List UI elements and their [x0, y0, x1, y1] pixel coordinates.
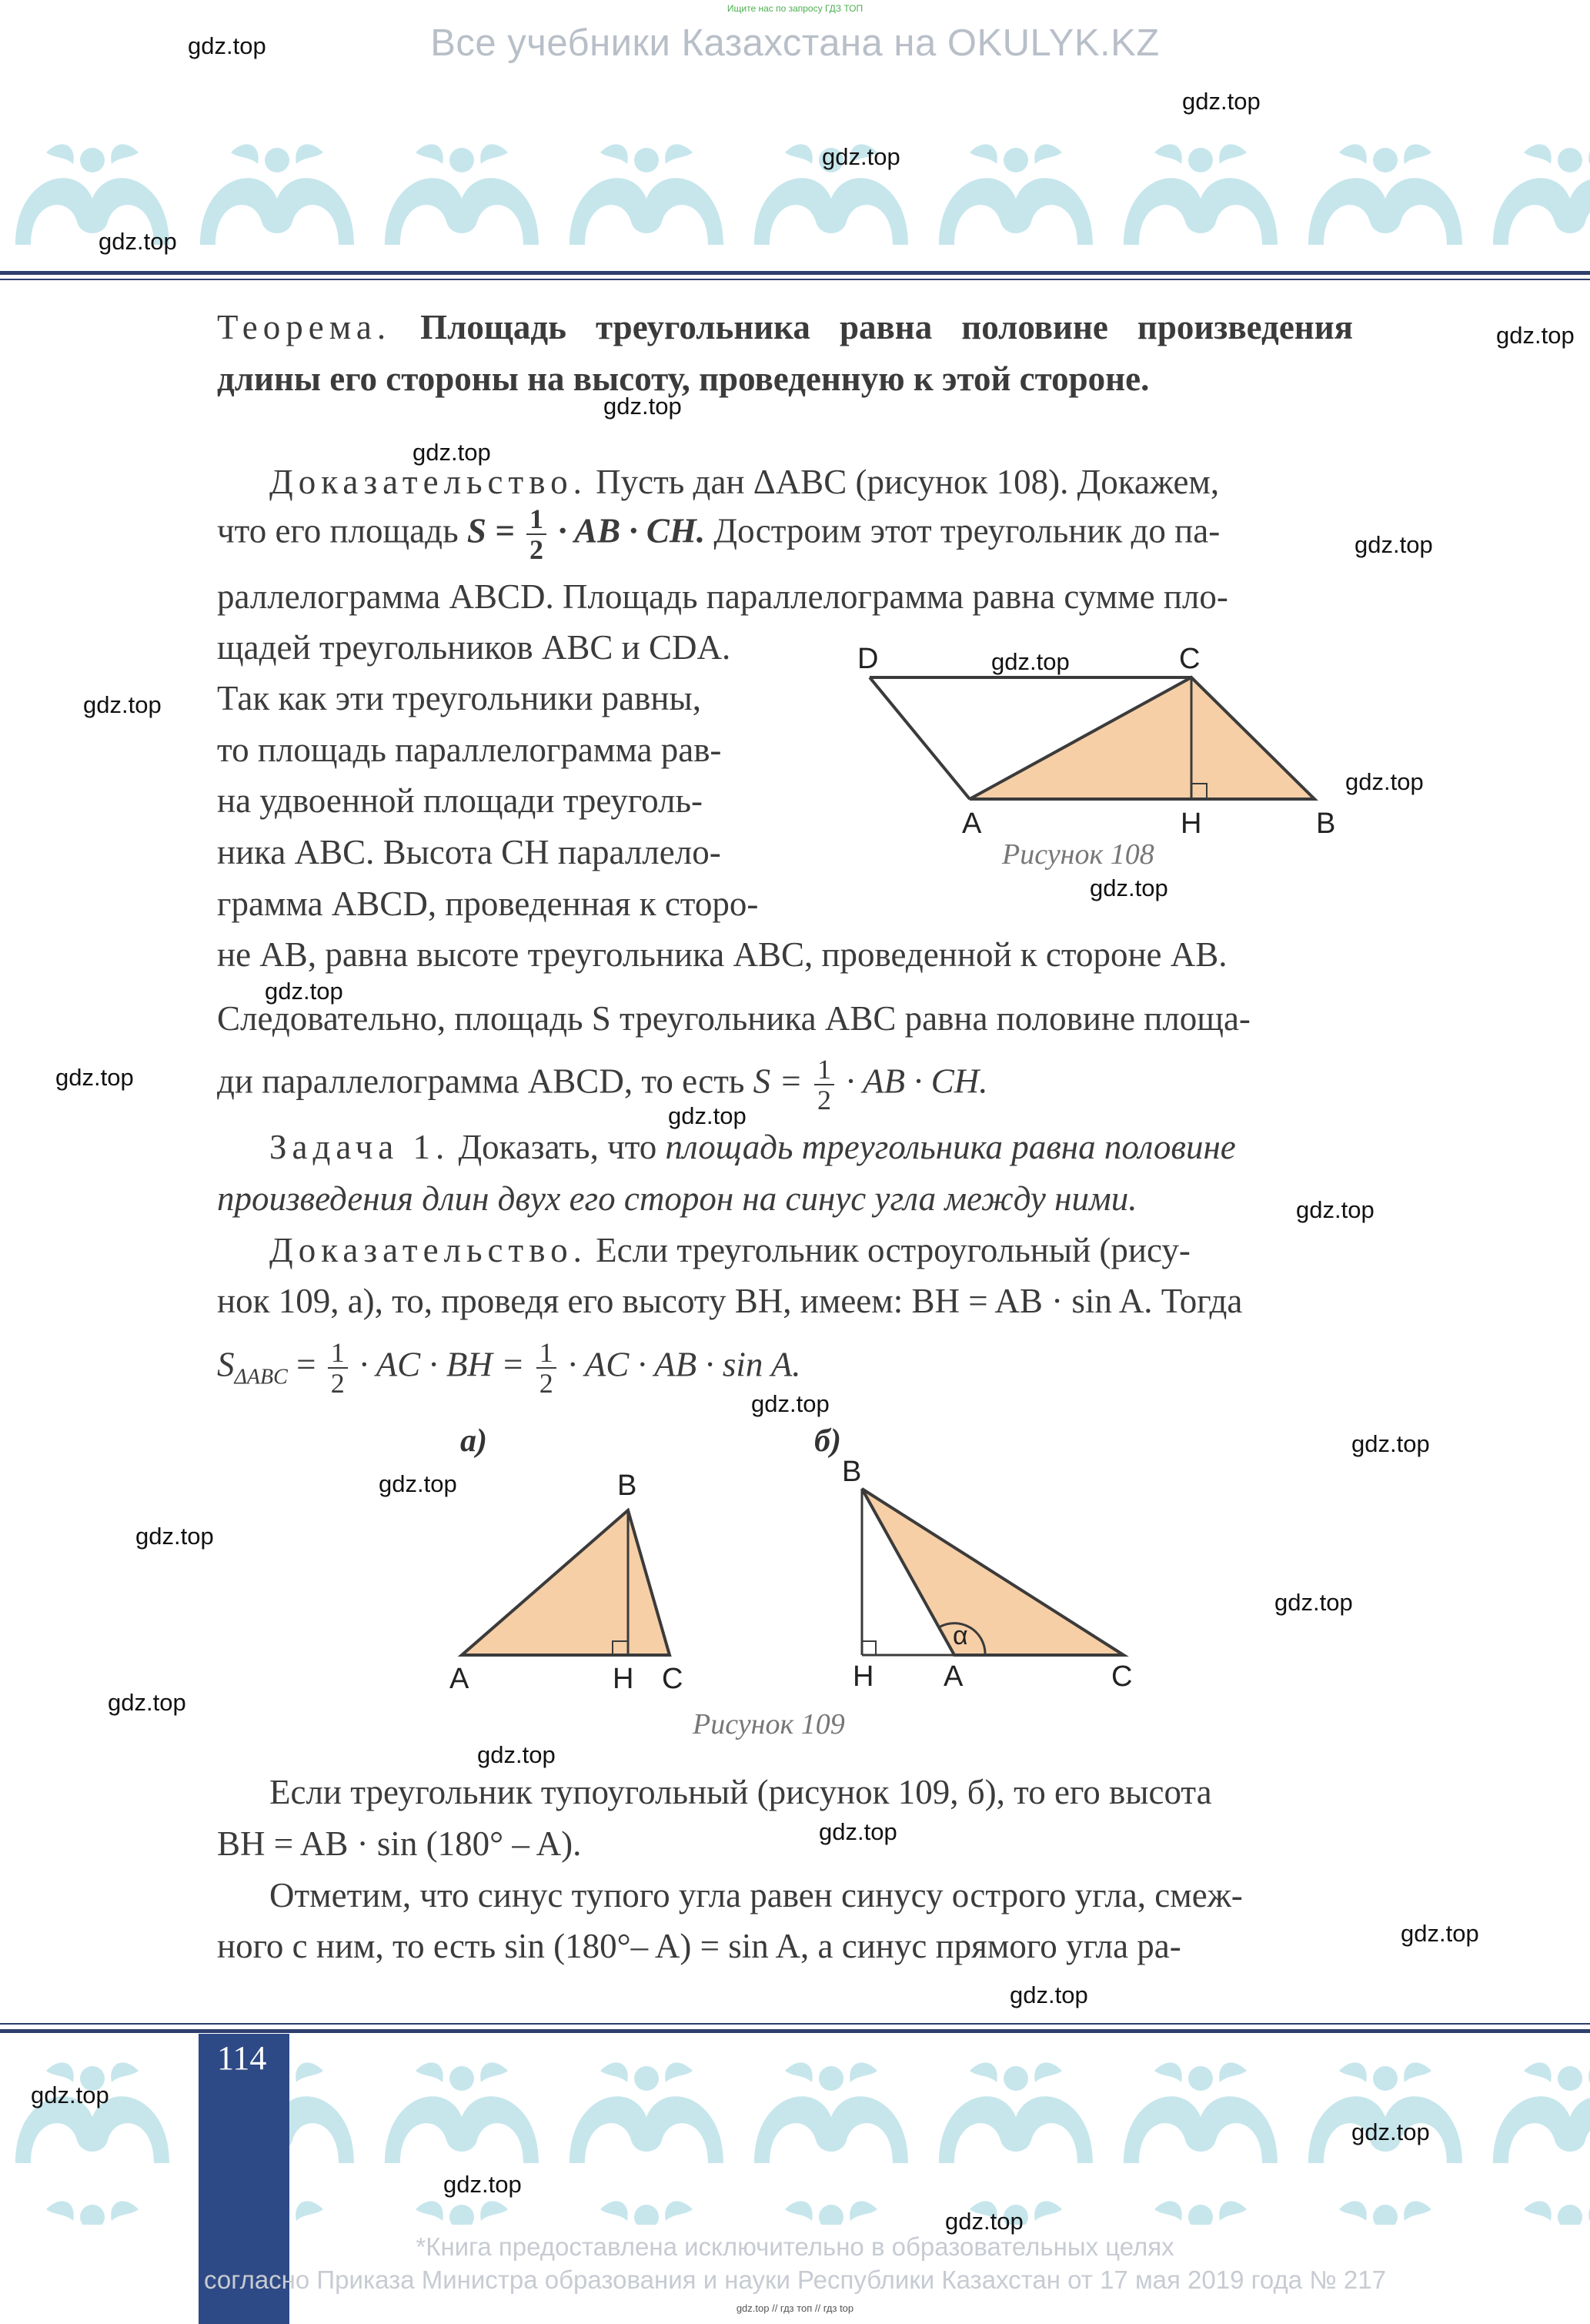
- formula-lhs: S =: [466, 511, 515, 550]
- watermark: gdz.top: [1296, 1196, 1375, 1223]
- task1-line1: [217, 1122, 1353, 1173]
- proof2-line1: [217, 1225, 1353, 1276]
- fraction-half: [526, 504, 546, 564]
- proof1-line1: [217, 456, 1353, 508]
- watermark: gdz.top: [1401, 1920, 1479, 1947]
- label-c-b: C: [1111, 1660, 1133, 1693]
- para4-line2: ного с ним, то есть sin (180°– A) = sin A, а синус прямого угла ра-: [217, 1927, 1181, 1965]
- right-angle-mark-b: [862, 1641, 876, 1655]
- figure-109a: [439, 1463, 700, 1701]
- proof1-line7: на удвоенной площади треуголь-: [217, 781, 703, 820]
- para3-line2: BH = AB · sin (180° – A).: [217, 1824, 582, 1863]
- fraction2-half: [814, 1055, 834, 1115]
- caption-108: Рисунок 108: [1002, 838, 1154, 871]
- theorem-text: Площадь треугольника равна половине произведения длины его стороны на высоту, проведенную к этой стороне.: [217, 308, 1353, 398]
- watermark: gdz.top: [83, 691, 162, 718]
- theorem-paragraph: [217, 302, 1353, 405]
- label-b-a: B: [617, 1470, 637, 1502]
- bottom-rule-thick: [0, 2029, 1590, 2033]
- proof1-label: Доказательство.: [269, 463, 587, 501]
- label-h-b: H: [853, 1660, 874, 1693]
- para3-line1: [217, 1767, 1353, 1818]
- label-b-b: B: [842, 1456, 862, 1488]
- proof1-l1: Пусть дан ΔABC (рисунок 108). Докажем,: [596, 463, 1220, 501]
- site-banner[interactable]: Все учебники Казахстана на OKULYK.KZ: [430, 22, 1160, 64]
- label-b: B: [1316, 808, 1336, 840]
- top-note: Ищите нас по запросу ГДЗ ТОП: [727, 3, 863, 14]
- label-h: H: [1181, 808, 1202, 840]
- triangle-abc: [970, 677, 1314, 799]
- label-a-b: A: [944, 1660, 964, 1693]
- watermark: gdz.top: [135, 1523, 214, 1550]
- label-fig-b: б): [814, 1423, 841, 1459]
- frac4-num: 1: [536, 1338, 556, 1369]
- label-fig-a: а): [460, 1423, 487, 1459]
- proof1-line12: [217, 1055, 1353, 1115]
- formula3-mid: · AC · BH =: [359, 1345, 525, 1384]
- triangle-109a: [462, 1510, 670, 1655]
- watermark: gdz.top: [108, 1689, 186, 1716]
- formula3-rhs: · AC · AB · sin A.: [568, 1345, 801, 1384]
- label-a: A: [962, 808, 982, 840]
- footer-note-3: gdz.top // гдз топ // гдз top: [736, 2302, 854, 2314]
- watermark: gdz.top: [1345, 768, 1424, 795]
- page-number: 114: [217, 2039, 267, 2077]
- label-h-a: H: [613, 1663, 634, 1695]
- para4-line1: [217, 1870, 1353, 1921]
- watermark: gdz.top: [379, 1470, 457, 1497]
- proof1-line4: щадей треугольников ABC и CDA.: [217, 628, 731, 667]
- frac-den: 2: [529, 534, 544, 565]
- figure-108: [847, 631, 1370, 862]
- theorem-label: Теорема.: [217, 308, 392, 346]
- formula2-lhs: S =: [753, 1062, 803, 1101]
- watermark: gdz.top: [99, 228, 177, 255]
- task1-line2: произведения длин двух его сторон на синус угла между ними.: [217, 1179, 1137, 1218]
- watermark: gdz.top: [1351, 1430, 1430, 1457]
- watermark: gdz.top: [822, 143, 900, 170]
- watermark: gdz.top: [1496, 322, 1575, 349]
- footer-note-1: *Книга предоставлена исключительно в образовательных целях: [416, 2232, 1174, 2261]
- figure-109b: [831, 1455, 1139, 1701]
- watermark: gdz.top: [1274, 1589, 1353, 1616]
- triangle-109b: [862, 1489, 1124, 1655]
- proof1-l2b: Достроим этот треугольник до па-: [713, 511, 1221, 550]
- s-symbol: S: [217, 1345, 235, 1384]
- proof1-line6: то площадь параллелограмма рав-: [217, 731, 722, 769]
- watermark: gdz.top: [413, 439, 491, 466]
- frac2-den: 2: [817, 1085, 832, 1115]
- caption-109: Рисунок 109: [693, 1708, 845, 1740]
- top-rule-thin: [0, 279, 1590, 280]
- fraction4-half: [536, 1338, 556, 1398]
- watermark: gdz.top: [1182, 88, 1261, 115]
- watermark: gdz.top: [1010, 1981, 1088, 2008]
- proof2-l1: Если треугольник остроугольный (рису-: [596, 1231, 1191, 1269]
- watermark: gdz.top: [1351, 2118, 1430, 2145]
- proof1-line3: раллелограмма ABCD. Площадь параллелограмма равна сумме пло-: [217, 577, 1228, 616]
- watermark: gdz.top: [668, 1102, 747, 1129]
- label-a-a: A: [449, 1663, 469, 1695]
- label-d: D: [857, 643, 879, 675]
- watermark: gdz.top: [1090, 874, 1168, 901]
- s-subscript: ΔABC: [234, 1365, 288, 1389]
- watermark: gdz.top: [819, 1818, 897, 1845]
- watermark: gdz.top: [55, 1064, 134, 1091]
- proof1-line10: не AB, равна высоте треугольника ABC, проведенной к стороне AB.: [217, 935, 1228, 974]
- proof1-line2: [217, 504, 1353, 564]
- watermark: gdz.top: [603, 393, 682, 420]
- task1-l1b: площадь треугольника равна половине: [665, 1128, 1236, 1166]
- watermark: gdz.top: [477, 1741, 556, 1768]
- frac-num: 1: [526, 504, 546, 535]
- equals-sign: =: [296, 1345, 316, 1384]
- task1-label: Задача 1.: [269, 1128, 450, 1166]
- proof1-l2a: что его площадь: [217, 511, 459, 550]
- formula-rhs: · AB · CH.: [558, 511, 706, 550]
- frac3-den: 2: [330, 1368, 345, 1399]
- label-c-a: C: [662, 1663, 683, 1695]
- top-rule-thick: [0, 271, 1590, 275]
- frac3-num: 1: [328, 1338, 348, 1369]
- para3-l1: Если треугольник тупоугольный (рисунок 109, б), то его высота: [269, 1773, 1212, 1811]
- frac2-num: 1: [814, 1055, 834, 1085]
- task1-l1a: Доказать, что: [458, 1128, 657, 1166]
- watermark: gdz.top: [945, 2208, 1024, 2235]
- para4-l1: Отметим, что синус тупого угла равен синусу острого угла, смеж-: [269, 1876, 1243, 1914]
- label-alpha: α: [953, 1621, 968, 1650]
- watermark: gdz.top: [443, 2171, 522, 2198]
- label-c: C: [1179, 643, 1201, 675]
- watermark: gdz.top: [31, 2082, 109, 2108]
- frac4-den: 2: [539, 1368, 553, 1399]
- parallelogram-side-ad: [870, 677, 970, 799]
- proof1-line11: Следовательно, площадь S треугольника ABC равна половине площа-: [217, 999, 1251, 1038]
- fraction3-half: [328, 1338, 348, 1398]
- watermark: gdz.top: [991, 648, 1070, 675]
- watermark: gdz.top: [188, 32, 266, 59]
- proof1-line5: Так как эти треугольники равны,: [217, 679, 701, 717]
- proof1-l12a: ди параллелограмма ABCD, то есть: [217, 1062, 745, 1101]
- watermark: gdz.top: [1355, 531, 1433, 558]
- top-ornament-band: [0, 129, 1590, 268]
- proof2-line2: нок 109, а), то, проведя его высоту BH, имеем: BH = AB · sin A. Тогда: [217, 1282, 1243, 1320]
- watermark: gdz.top: [265, 978, 343, 1005]
- footer-note-2: согласно Приказа Министра образования и науки Республики Казахстан от 17 мая 2019 года № 217: [204, 2265, 1386, 2294]
- bottom-rule-thin: [0, 2023, 1590, 2025]
- proof1-line8: ника ABC. Высота CH параллело-: [217, 833, 721, 871]
- proof1-line9: грамма ABCD, проведенная к сторо-: [217, 884, 759, 923]
- proof2-label: Доказательство.: [269, 1231, 587, 1269]
- watermark: gdz.top: [751, 1390, 830, 1417]
- formula2-rhs: · AB · CH.: [846, 1062, 988, 1101]
